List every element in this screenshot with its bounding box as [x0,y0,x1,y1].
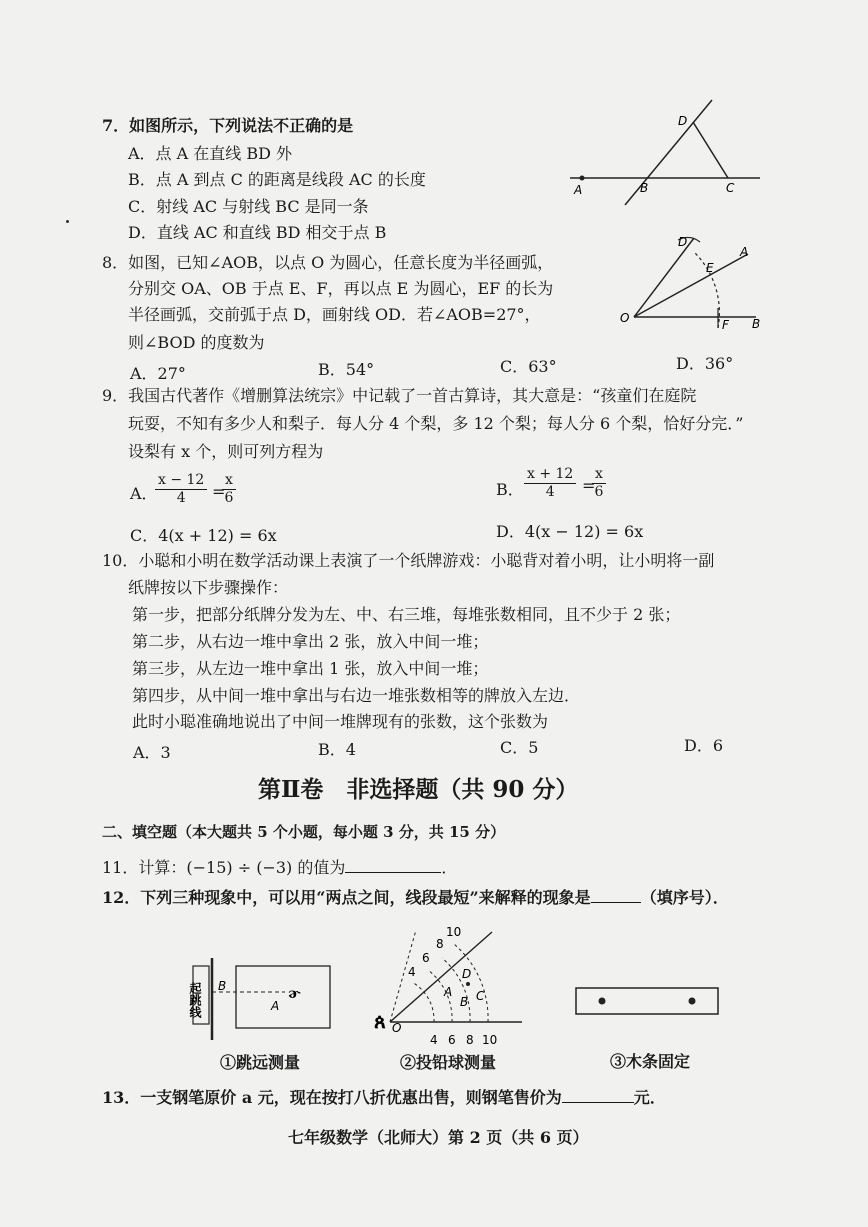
q7-option-a: A．点 A 在直线 BD 外 [128,144,293,163]
q8-label-o: O [620,311,630,325]
q12-fig2-label-o: O [392,1021,402,1035]
q12-fig2-label-c: C [476,989,485,1003]
q10-step2: 第二步，从右边一堆中拿出 2 张，放入中间一堆； [132,632,489,651]
q9-a-den2: 6 [224,490,234,506]
q12-fig1-sign: 起跳线 [188,982,202,1018]
q8-line3: 半径画弧，交前弧于点 D，画射线 OD．若∠AOB=27°， [128,305,541,324]
q7-option-c: C．射线 AC 与射线 BC 是同一条 [128,197,369,216]
q10-option-b: B．4 [318,740,356,759]
q9-a-eq: = [212,482,226,501]
q13-answer-blank[interactable] [562,1088,634,1103]
svg-text:ɚ: ɚ [288,986,301,1002]
q13-text: 13．一支钢笔原价 a 元，现在按打八折优惠出售，则钢笔售价为 [102,1088,562,1107]
q9-a-num2: x [222,472,236,490]
q12-fig2-label-d: D [462,967,472,981]
q11-answer-blank[interactable] [345,858,441,873]
q9-b-frac1 [524,466,576,501]
q8-line1: 8．如图，已知∠AOB，以点 O 为圆心，任意长度为半径画弧， [102,253,554,272]
q9-option-a-label: A． [130,484,158,503]
q9-line3: 设梨有 x 个，则可列方程为 [128,442,324,461]
q12 [102,888,729,908]
q10-step3: 第三步，从左边一堆中拿出 1 张，放入中间一堆； [132,659,489,678]
q10-option-c: C．5 [500,738,539,757]
q10-line7: 此时小聪准确地说出了中间一堆牌现有的张数，这个张数为 [132,712,549,731]
q11 [102,858,457,878]
q12-fig2-arc-10: 10 [446,925,462,939]
q11-text: 11．计算：(−15) ÷ (−3) 的值为 [102,858,346,877]
q12-fig2-axis-8: 8 [466,1033,474,1047]
q12-end: （填序号）． [640,888,729,907]
q7-label-b: B [640,181,649,195]
q10-step4: 第四步，从中间一堆中拿出与右边一堆张数相等的牌放入左边． [132,686,581,705]
q11-end: ． [441,858,458,877]
q9-a-den1: 4 [176,490,186,506]
q12-fig1-longjump [185,958,345,1048]
q10-option-a: A．3 [133,743,171,762]
q12-fig2-label-b: B [460,995,469,1009]
q12-fig2-axis-4: 4 [430,1033,438,1047]
q7-option-b: B．点 A 到点 C 的距离是线段 AC 的长度 [128,170,426,189]
q9-b-num2: x [592,466,606,484]
q12-fig1-label-b: B [218,979,227,993]
q7-label-d: D [678,114,688,128]
q9-line2: 玩耍，不知有多少人和梨子．每人分 4 个梨，多 12 个梨；每人分 6 个梨，恰好分完．” [128,414,744,433]
q12-fig2-arc-4: 4 [408,965,416,979]
speck [66,220,69,223]
q12-caption-1: ①跳远测量 [220,1053,301,1072]
q12-caption-2: ②投铅球测量 [400,1053,497,1072]
q12-fig2-arc-6: 6 [422,951,430,965]
page-footer: 七年级数学（北师大）第 2 页（共 6 页） [288,1128,589,1147]
q7-option-d: D．直线 AC 和直线 BD 相交于点 B [128,223,387,242]
q9-b-den1: 4 [545,484,555,500]
q8-line4: 则∠BOD 的度数为 [128,333,265,352]
q8-label-b: B [752,317,761,331]
q8-label-f: F [722,318,729,332]
q12-caption-3: ③木条固定 [610,1052,691,1071]
q12-fig2-shotput [372,924,532,1050]
q8-option-a: A．27° [130,364,186,383]
part2-title: 第Ⅱ卷 非选择题（共 90 分） [258,776,579,803]
q10-line1: 10．小聪和小明在数学活动课上表演了一个纸牌游戏：小聪背对着小明，让小明将一副 [102,551,715,570]
q9-option-b-label: B． [496,480,524,499]
q8-label-d: D [678,235,688,249]
q12-fig2-label-a: A [444,985,453,999]
q9-b-frac2 [592,466,606,501]
q7-label-a: A [574,183,583,197]
q12-fig2-arc-8: 8 [436,937,444,951]
q8-option-d: D．36° [676,354,734,373]
q13-end: 元． [633,1088,666,1107]
q12-text: 12．下列三种现象中，可以用“两点之间，线段最短”来解释的现象是 [102,888,591,907]
q9-b-num1: x + 12 [524,466,576,484]
q8-label-a: A [740,245,749,259]
q7-figure [560,95,770,205]
q12-fig2-axis-6: 6 [448,1033,456,1047]
q8-option-c: C．63° [500,357,557,376]
q9-a-num1: x − 12 [155,472,207,490]
q9-a-frac2 [222,472,236,507]
q9-option-d: D．4(x − 12) = 6x [496,522,644,541]
q8-label-e: E [706,261,714,275]
q7-stem: 7．如图所示，下列说法不正确的是 [102,116,354,135]
q13 [102,1088,666,1108]
q8-option-b: B．54° [318,360,375,379]
q8-figure [620,228,770,338]
q10-option-d: D．6 [684,736,724,755]
q12-fig2-axis-10: 10 [482,1033,498,1047]
q10-line2: 纸牌按以下步骤操作： [128,578,289,597]
q9-line1: 9．我国古代著作《增删算法统宗》中记载了一首古算诗，其大意是：“孩童们在庭院 [102,386,697,405]
q12-fig3-woodstrip [574,984,724,1024]
q10-step1: 第一步，把部分纸牌分发为左、中、右三堆，每堆张数相同，且不少于 2 张； [132,605,681,624]
q7-label-c: C [726,181,735,195]
svg-text:ጰ: ጰ [374,1009,386,1033]
section-fill-blank: 二、填空题（本大题共 5 个小题，每小题 3 分，共 15 分） [102,823,506,841]
q12-fig1-label-a: A [271,999,280,1013]
q8-line2: 分别交 OA、OB 于点 E、F，再以点 E 为圆心，EF 的长为 [128,279,554,298]
q12-answer-blank[interactable] [591,888,641,903]
q9-option-c: C．4(x + 12) = 6x [130,526,277,545]
q9-a-frac1 [155,472,207,507]
q9-b-eq: = [582,476,596,495]
q9-b-den2: 6 [594,484,604,500]
